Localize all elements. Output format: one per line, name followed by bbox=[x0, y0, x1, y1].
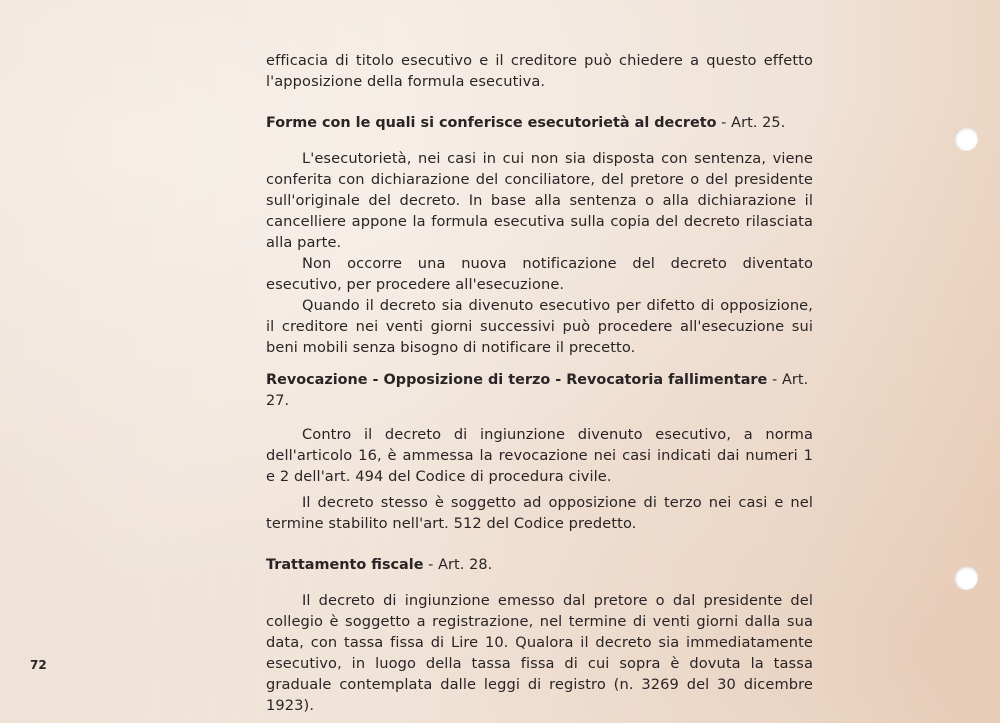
article-27-paragraph-1: Contro il decreto di ingiunzione divenuto esecutivo, a norma dell'articolo 16, è ammessa la revocazione nei casi indicati dai numeri 1 e 2 dell'art. 494 del Codice di procedura civile. bbox=[266, 426, 813, 485]
article-28-title: Trattamento fiscale bbox=[266, 557, 424, 573]
article-25-paragraph-2: Non occorre una nuova notificazione del decreto diventato esecutivo, per procedere all'esecuzione. bbox=[266, 255, 813, 293]
text-column bbox=[266, 50, 813, 716]
article-28-heading bbox=[266, 555, 813, 576]
punch-hole bbox=[954, 566, 978, 590]
article-27-paragraph-2: Il decreto stesso è soggetto ad opposizione di terzo nei casi e nel termine stabilito nell'art. 512 del Codice predetto. bbox=[266, 494, 813, 532]
article-28-paragraph-1: Il decreto di ingiunzione emesso dal pretore o dal presidente del collegio è soggetto a registrazione, nel termine di venti giorni dalla sua data, con tassa fissa di Lire 10. Qualora il decreto sia immediatamente esecutivo, in luogo della tassa fissa di cui sopra è dovuta la tassa graduale contemplata dalle leggi di registro (n. 3269 del 30 dicembre 1923). bbox=[266, 592, 813, 714]
article-27-heading bbox=[266, 370, 813, 412]
article-25-title: Forme con le quali si conferisce esecutorietà al decreto bbox=[266, 115, 717, 131]
article-25-paragraph-3: Quando il decreto sia divenuto esecutivo per difetto di opposizione, il creditore nei venti giorni successivi può procedere all'esecuzione sui beni mobili senza bisogno di notificare il precetto. bbox=[266, 297, 813, 356]
article-25-ref: - Art. 25. bbox=[716, 115, 786, 131]
punch-hole bbox=[954, 127, 978, 151]
page-number: 72 bbox=[30, 658, 47, 672]
article-25-heading bbox=[266, 113, 813, 134]
article-27-ref: - Art. 27. bbox=[266, 372, 809, 409]
article-28-ref: - Art. 28. bbox=[423, 557, 493, 573]
article-27-title: Revocazione - Opposizione di terzo - Revocatoria fallimentare bbox=[266, 372, 768, 388]
intro-paragraph: efficacia di titolo esecutivo e il creditore può chiedere a questo effetto l'apposizione della formula esecutiva. bbox=[266, 52, 813, 90]
article-25-paragraph-1: L'esecutorietà, nei casi in cui non sia disposta con sentenza, viene conferita con dichiarazione del conciliatore, del pretore o del presidente sull'originale del decreto. In base alla sentenza o alla dichiarazione il cancelliere appone la formula esecutiva sulla copia del decreto rilasciata alla parte. bbox=[266, 150, 813, 251]
